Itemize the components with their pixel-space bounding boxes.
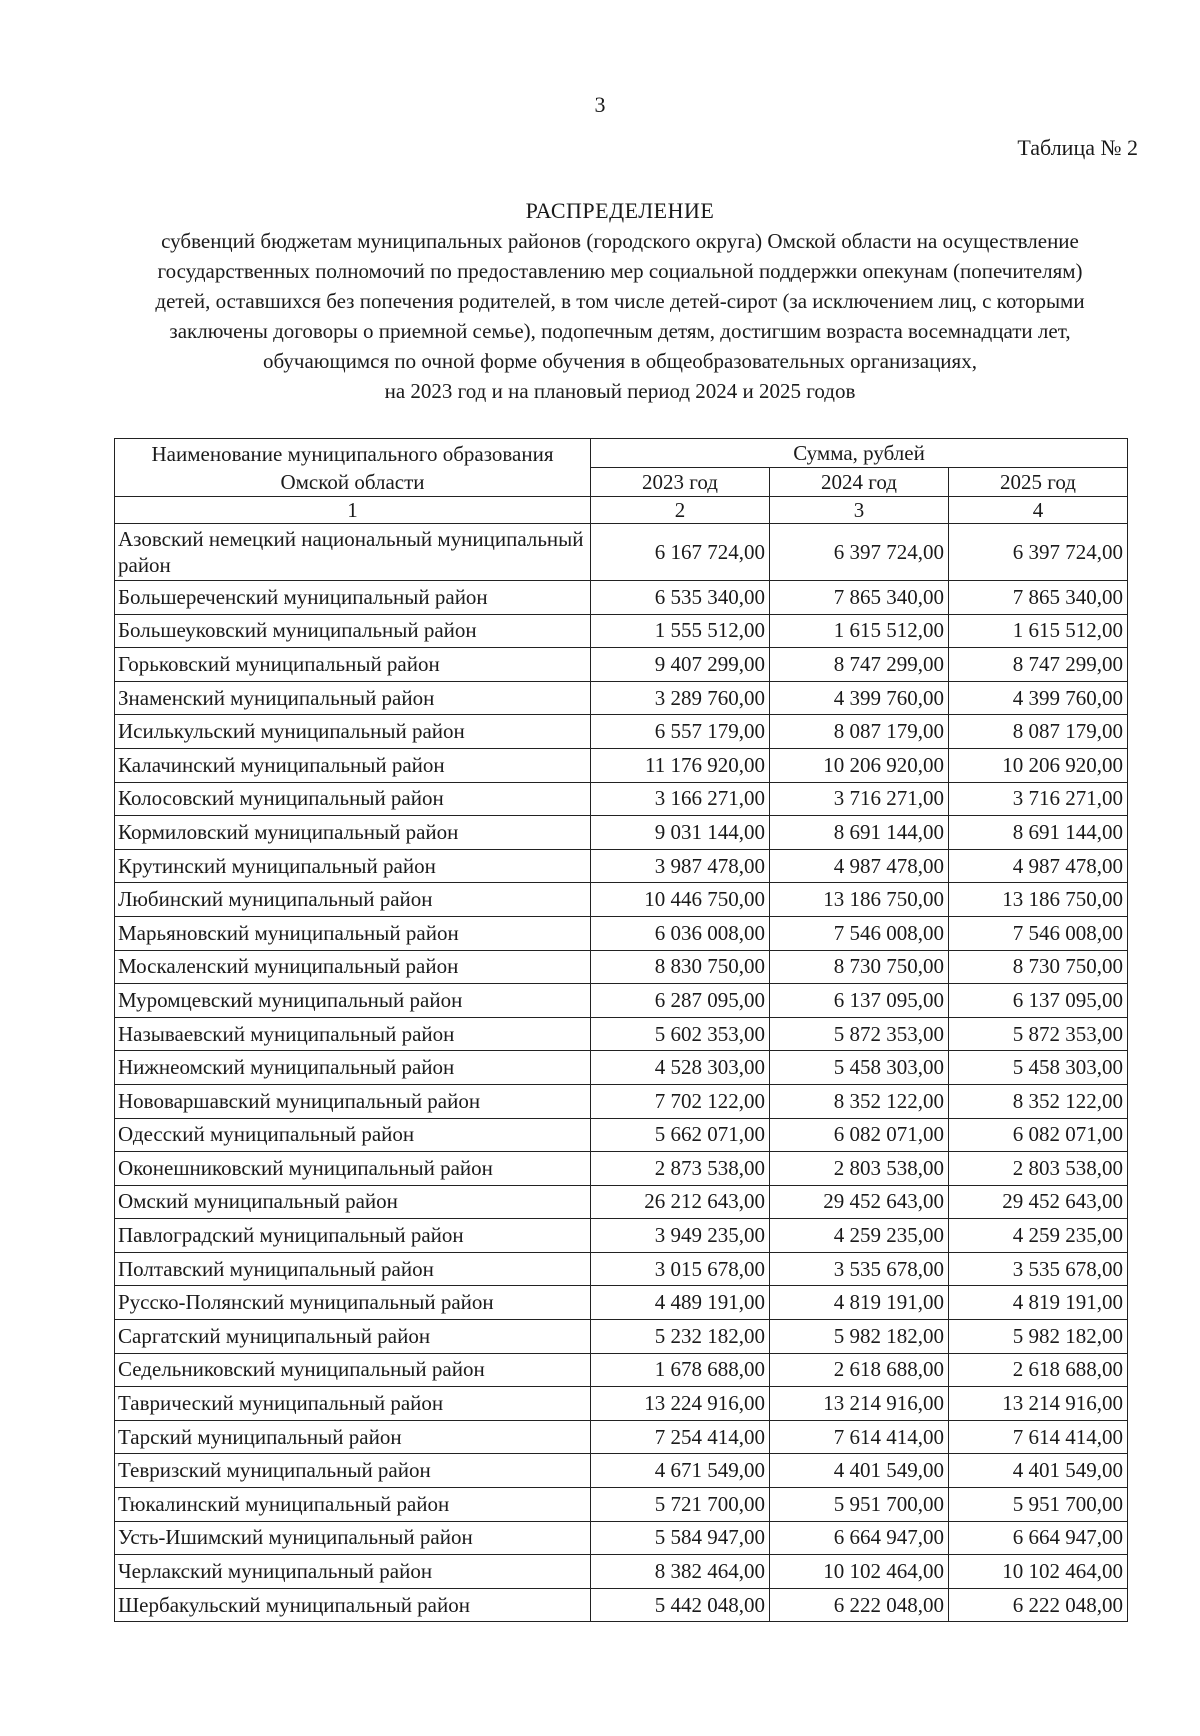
amount-2025: 10 102 464,00	[949, 1555, 1128, 1589]
amount-2025: 4 259 235,00	[949, 1219, 1128, 1253]
amount-2024: 6 664 947,00	[770, 1521, 949, 1555]
municipality-name: Калачинский муниципальный район	[115, 748, 591, 782]
municipality-name: Любинский муниципальный район	[115, 883, 591, 917]
amount-2024: 8 352 122,00	[770, 1084, 949, 1118]
municipality-name: Нововаршавский муниципальный район	[115, 1084, 591, 1118]
amount-2024: 3 716 271,00	[770, 782, 949, 816]
municipality-name: Знаменский муниципальный район	[115, 681, 591, 715]
municipality-name: Кормиловский муниципальный район	[115, 816, 591, 850]
table-row	[115, 1454, 1128, 1488]
amount-2023: 4 489 191,00	[591, 1286, 770, 1320]
amount-2023: 6 535 340,00	[591, 581, 770, 615]
amount-2025: 10 206 920,00	[949, 748, 1128, 782]
amount-2025: 4 401 549,00	[949, 1454, 1128, 1488]
amount-2025: 29 452 643,00	[949, 1185, 1128, 1219]
column-number: 1	[115, 497, 591, 524]
amount-2023: 2 873 538,00	[591, 1152, 770, 1186]
amount-2025: 6 397 724,00	[949, 524, 1128, 581]
table-row	[115, 1185, 1128, 1219]
municipality-name: Черлакский муниципальный район	[115, 1555, 591, 1589]
table-row	[115, 648, 1128, 682]
amount-2024: 5 982 182,00	[770, 1320, 949, 1354]
municipality-name: Нижнеомский муниципальный район	[115, 1051, 591, 1085]
table-row	[115, 715, 1128, 749]
amount-2023: 3 166 271,00	[591, 782, 770, 816]
amount-2024: 13 214 916,00	[770, 1387, 949, 1421]
header-year-2024: 2024 год	[770, 468, 949, 497]
header-year-2025: 2025 год	[949, 468, 1128, 497]
amount-2024: 8 747 299,00	[770, 648, 949, 682]
amount-2024: 3 535 678,00	[770, 1252, 949, 1286]
table-row	[115, 916, 1128, 950]
municipality-name: Москаленский муниципальный район	[115, 950, 591, 984]
table-row	[115, 1051, 1128, 1085]
municipality-name: Большеуковский муниципальный район	[115, 614, 591, 648]
amount-2025: 6 664 947,00	[949, 1521, 1128, 1555]
amount-2024: 6 082 071,00	[770, 1118, 949, 1152]
table-row	[115, 1320, 1128, 1354]
municipality-name: Большереченский муниципальный район	[115, 581, 591, 615]
amount-2024: 10 206 920,00	[770, 748, 949, 782]
table-row	[115, 1488, 1128, 1522]
table-row	[115, 614, 1128, 648]
table-row	[115, 782, 1128, 816]
table-row	[115, 1588, 1128, 1622]
amount-2025: 7 865 340,00	[949, 581, 1128, 615]
amount-2025: 7 546 008,00	[949, 916, 1128, 950]
table-row	[115, 1017, 1128, 1051]
table-row	[115, 883, 1128, 917]
amount-2024: 5 872 353,00	[770, 1017, 949, 1051]
amount-2023: 11 176 920,00	[591, 748, 770, 782]
amount-2025: 4 399 760,00	[949, 681, 1128, 715]
column-number: 3	[770, 497, 949, 524]
municipality-name: Горьковский муниципальный район	[115, 648, 591, 682]
amount-2024: 5 458 303,00	[770, 1051, 949, 1085]
municipality-name: Полтавский муниципальный район	[115, 1252, 591, 1286]
distribution-table	[114, 438, 1128, 1622]
municipality-name: Крутинский муниципальный район	[115, 849, 591, 883]
table-row	[115, 1084, 1128, 1118]
amount-2024: 6 137 095,00	[770, 984, 949, 1018]
amount-2025: 8 730 750,00	[949, 950, 1128, 984]
municipality-name: Омский муниципальный район	[115, 1185, 591, 1219]
amount-2023: 26 212 643,00	[591, 1185, 770, 1219]
amount-2025: 5 982 182,00	[949, 1320, 1128, 1354]
table-row	[115, 681, 1128, 715]
municipality-name: Колосовский муниципальный район	[115, 782, 591, 816]
amount-2024: 4 819 191,00	[770, 1286, 949, 1320]
amount-2024: 5 951 700,00	[770, 1488, 949, 1522]
amount-2025: 3 716 271,00	[949, 782, 1128, 816]
municipality-name: Русско-Полянский муниципальный район	[115, 1286, 591, 1320]
amount-2023: 9 031 144,00	[591, 816, 770, 850]
table-row	[115, 816, 1128, 850]
title-block	[120, 198, 1120, 406]
municipality-name: Оконешниковский муниципальный район	[115, 1152, 591, 1186]
table-row	[115, 1387, 1128, 1421]
amount-2023: 6 287 095,00	[591, 984, 770, 1018]
table-row	[115, 1118, 1128, 1152]
table-row	[115, 1286, 1128, 1320]
amount-2025: 13 186 750,00	[949, 883, 1128, 917]
municipality-name: Исилькульский муниципальный район	[115, 715, 591, 749]
amount-2023: 3 987 478,00	[591, 849, 770, 883]
amount-2025: 5 951 700,00	[949, 1488, 1128, 1522]
page-number: 3	[594, 92, 606, 117]
amount-2023: 1 678 688,00	[591, 1353, 770, 1387]
amount-2023: 5 721 700,00	[591, 1488, 770, 1522]
table-row	[115, 1420, 1128, 1454]
municipality-name: Одесский муниципальный район	[115, 1118, 591, 1152]
table-row	[115, 1521, 1128, 1555]
municipality-name: Марьяновский муниципальный район	[115, 916, 591, 950]
table-row	[115, 1353, 1128, 1387]
amount-2023: 6 557 179,00	[591, 715, 770, 749]
table-label: Таблица № 2	[1017, 135, 1138, 160]
amount-2024: 2 803 538,00	[770, 1152, 949, 1186]
table-row	[115, 1252, 1128, 1286]
amount-2025: 2 803 538,00	[949, 1152, 1128, 1186]
amount-2024: 6 222 048,00	[770, 1588, 949, 1622]
table-row	[115, 524, 1128, 581]
table-row	[115, 1555, 1128, 1589]
amount-2023: 5 662 071,00	[591, 1118, 770, 1152]
amount-2023: 5 232 182,00	[591, 1320, 770, 1354]
municipality-name: Шербакульский муниципальный район	[115, 1588, 591, 1622]
amount-2024: 4 401 549,00	[770, 1454, 949, 1488]
amount-2023: 9 407 299,00	[591, 648, 770, 682]
amount-2023: 7 702 122,00	[591, 1084, 770, 1118]
amount-2025: 8 352 122,00	[949, 1084, 1128, 1118]
amount-2023: 13 224 916,00	[591, 1387, 770, 1421]
amount-2024: 13 186 750,00	[770, 883, 949, 917]
amount-2025: 6 137 095,00	[949, 984, 1128, 1018]
amount-2023: 6 036 008,00	[591, 916, 770, 950]
amount-2023: 3 289 760,00	[591, 681, 770, 715]
amount-2023: 8 830 750,00	[591, 950, 770, 984]
header-municipality: Наименование муниципального образования Омской области	[115, 439, 591, 497]
amount-2025: 6 082 071,00	[949, 1118, 1128, 1152]
table-body	[115, 524, 1128, 1622]
document-title: РАСПРЕДЕЛЕНИЕ	[525, 198, 715, 223]
table-row	[115, 1219, 1128, 1253]
municipality-name: Тевризский муниципальный район	[115, 1454, 591, 1488]
table-row	[115, 748, 1128, 782]
amount-2024: 7 546 008,00	[770, 916, 949, 950]
amount-2024: 8 691 144,00	[770, 816, 949, 850]
municipality-name: Павлоградский муниципальный район	[115, 1219, 591, 1253]
amount-2025: 5 458 303,00	[949, 1051, 1128, 1085]
amount-2024: 4 259 235,00	[770, 1219, 949, 1253]
amount-2023: 1 555 512,00	[591, 614, 770, 648]
amount-2025: 7 614 414,00	[949, 1420, 1128, 1454]
amount-2025: 4 987 478,00	[949, 849, 1128, 883]
amount-2025: 6 222 048,00	[949, 1588, 1128, 1622]
amount-2025: 8 747 299,00	[949, 648, 1128, 682]
municipality-name: Усть-Ишимский муниципальный район	[115, 1521, 591, 1555]
amount-2024: 7 614 414,00	[770, 1420, 949, 1454]
amount-2023: 4 528 303,00	[591, 1051, 770, 1085]
table-row	[115, 984, 1128, 1018]
column-number: 2	[591, 497, 770, 524]
municipality-name: Таврический муниципальный район	[115, 1387, 591, 1421]
amount-2024: 29 452 643,00	[770, 1185, 949, 1219]
amount-2025: 13 214 916,00	[949, 1387, 1128, 1421]
amount-2023: 7 254 414,00	[591, 1420, 770, 1454]
amount-2025: 4 819 191,00	[949, 1286, 1128, 1320]
municipality-name: Тарский муниципальный район	[115, 1420, 591, 1454]
amount-2024: 1 615 512,00	[770, 614, 949, 648]
amount-2025: 8 691 144,00	[949, 816, 1128, 850]
amount-2023: 5 602 353,00	[591, 1017, 770, 1051]
amount-2024: 4 399 760,00	[770, 681, 949, 715]
amount-2023: 10 446 750,00	[591, 883, 770, 917]
municipality-name: Тюкалинский муниципальный район	[115, 1488, 591, 1522]
municipality-name: Саргатский муниципальный район	[115, 1320, 591, 1354]
amount-2024: 8 087 179,00	[770, 715, 949, 749]
amount-2025: 2 618 688,00	[949, 1353, 1128, 1387]
amount-2024: 4 987 478,00	[770, 849, 949, 883]
municipality-name: Называевский муниципальный район	[115, 1017, 591, 1051]
amount-2024: 8 730 750,00	[770, 950, 949, 984]
amount-2023: 3 949 235,00	[591, 1219, 770, 1253]
amount-2023: 6 167 724,00	[591, 524, 770, 581]
amount-2025: 5 872 353,00	[949, 1017, 1128, 1051]
municipality-name: Азовский немецкий национальный муниципальный район	[115, 524, 591, 581]
column-number: 4	[949, 497, 1128, 524]
table-row	[115, 1152, 1128, 1186]
municipality-name: Муромцевский муниципальный район	[115, 984, 591, 1018]
amount-2025: 1 615 512,00	[949, 614, 1128, 648]
amount-2024: 6 397 724,00	[770, 524, 949, 581]
municipality-name: Седельниковский муниципальный район	[115, 1353, 591, 1387]
table-row	[115, 581, 1128, 615]
amount-2023: 3 015 678,00	[591, 1252, 770, 1286]
amount-2025: 8 087 179,00	[949, 715, 1128, 749]
amount-2023: 5 442 048,00	[591, 1588, 770, 1622]
header-year-2023: 2023 год	[591, 468, 770, 497]
amount-2023: 4 671 549,00	[591, 1454, 770, 1488]
amount-2024: 7 865 340,00	[770, 581, 949, 615]
amount-2024: 10 102 464,00	[770, 1555, 949, 1589]
table-row	[115, 950, 1128, 984]
document-subtitle: субвенций бюджетам муниципальных районов (городского округа) Омской области на осуществление государственных полномочий по предоставлению мер социальной поддержки опекунам (попечителям) детей, оставшихся без попечения родителей, в том числе детей-сирот (за исключением лиц, с которыми заключены договоры о приемной семье), подопечным детям, достигшим возраста восемнадцати лет, обучающимся по очной форме обучения в общеобразовательных организациях, на 2023 год и на плановый период 2024 и 2025 годов	[155, 229, 1085, 403]
amount-2025: 3 535 678,00	[949, 1252, 1128, 1286]
amount-2023: 5 584 947,00	[591, 1521, 770, 1555]
header-sum: Сумма, рублей	[591, 439, 1128, 468]
table-row	[115, 849, 1128, 883]
amount-2023: 8 382 464,00	[591, 1555, 770, 1589]
amount-2024: 2 618 688,00	[770, 1353, 949, 1387]
